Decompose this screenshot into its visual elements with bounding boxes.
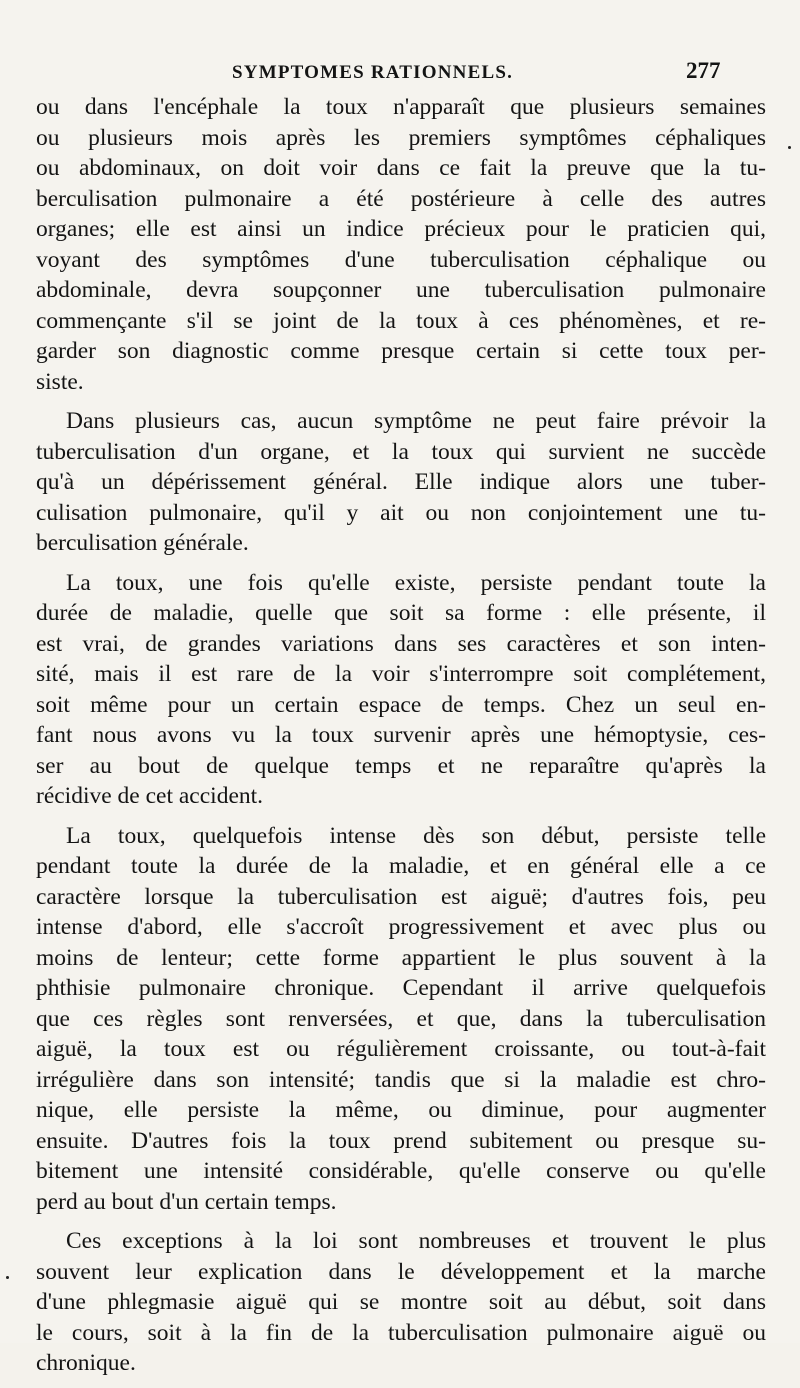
text-line: fant nous avons vu la toux survenir après une hémoptysie, ces- (36, 722, 766, 748)
paragraph-3 (36, 568, 766, 812)
text-line: sité, mais il est rare de la voir s'interrompre soit complétement, (36, 661, 766, 687)
paragraph-5 (36, 1226, 766, 1379)
text-line: intense d'abord, elle s'accroît progressivement et avec plus ou (36, 914, 766, 940)
paragraph-2 (36, 406, 766, 559)
text-line: qu'à un dépérissement général. Elle indique alors une tuber- (36, 469, 766, 495)
text-line: bitement une intensité considérable, qu'elle conserve ou qu'elle (36, 1158, 766, 1184)
ink-speck (788, 146, 791, 149)
text-line: organes; elle est ainsi un indice précieux pour le praticien qui, (36, 216, 766, 242)
text-line: d'une phlegmasie aiguë qui se montre soit au début, soit dans (36, 1289, 766, 1315)
text-line: voyant des symptômes d'une tuberculisation céphalique ou (36, 246, 766, 273)
text-line: perd au bout d'un certain temps. (36, 1188, 337, 1215)
text-line: que ces règles sont renversées, et que, dans la tuberculisation (36, 1005, 766, 1032)
text-line: moins de lenteur; cette forme appartient le plus souvent à la (36, 944, 766, 971)
text-line: ser au bout de quelque temps et ne reparaître qu'après la (36, 752, 766, 779)
text-line: La toux, une fois qu'elle existe, persiste pendant toute la (66, 569, 766, 596)
text-line: durée de maladie, quelle que soit sa forme : elle présente, il (36, 600, 766, 626)
text-line: phthisie pulmonaire chronique. Cependant il arrive quelquefois (36, 975, 766, 1001)
text-line: nique, elle persiste la même, ou diminue, pour augmenter (36, 1097, 766, 1123)
text-line: Ces exceptions à la loi sont nombreuses et trouvent le plus (66, 1228, 766, 1254)
text-line: irrégulière dans son intensité; tandis que si la maladie est chro- (36, 1066, 766, 1093)
running-header (0, 58, 800, 92)
body-text (36, 92, 766, 1388)
text-line: abdominale, devra soupçonner une tuberculisation pulmonaire (36, 277, 766, 303)
text-line: pendant toute la durée de la maladie, et en général elle a ce (36, 853, 766, 879)
ink-speck (6, 1276, 9, 1279)
text-line: commençante s'il se joint de la toux à ces phénomènes, et re- (36, 307, 766, 334)
text-line: siste. (36, 368, 84, 395)
text-line: berculisation pulmonaire a été postérieure à celle des autres (36, 185, 766, 212)
text-line: chronique. (36, 1350, 136, 1376)
text-line: est vrai, de grandes variations dans ses caractères et son inten- (36, 630, 766, 657)
text-line: ou dans l'encéphale la toux n'apparaît que plusieurs semaines (36, 94, 766, 120)
text-line: culisation pulmonaire, qu'il y ait ou non conjointement une tu- (36, 499, 766, 526)
text-line: récidive de cet accident. (36, 783, 264, 809)
text-line: soit même pour un certain espace de temps. Chez un seul en- (36, 691, 766, 718)
text-line: garder son diagnostic comme presque certain si cette toux per- (36, 338, 766, 364)
paragraph-1 (36, 92, 766, 397)
text-line: caractère lorsque la tuberculisation est aiguë; d'autres fois, peu (36, 883, 766, 910)
text-line: ensuite. D'autres fois la toux prend subitement ou presque su- (36, 1127, 766, 1154)
text-line: ou plusieurs mois après les premiers symptômes céphaliques (36, 124, 766, 151)
page-number: 277 (686, 58, 721, 83)
paragraph-4 (36, 821, 766, 1218)
text-line: tuberculisation d'un organe, et la toux qui survient ne succède (36, 438, 766, 465)
text-line: La toux, quelquefois intense dès son début, persiste telle (66, 822, 766, 849)
text-line: le cours, soit à la fin de la tuberculisation pulmonaire aiguë ou (36, 1319, 766, 1346)
text-line: Dans plusieurs cas, aucun symptôme ne peut faire prévoir la (66, 408, 766, 434)
text-line: souvent leur explication dans le développement et la marche (36, 1258, 766, 1285)
text-line: ou abdominaux, on doit voir dans ce fait la preuve que la tu- (36, 155, 766, 181)
running-title: SYMPTOMES RATIONNELS. (232, 62, 514, 83)
text-line: berculisation générale. (36, 530, 249, 556)
text-line: aiguë, la toux est ou régulièrement croissante, ou tout-à-fait (36, 1036, 766, 1062)
